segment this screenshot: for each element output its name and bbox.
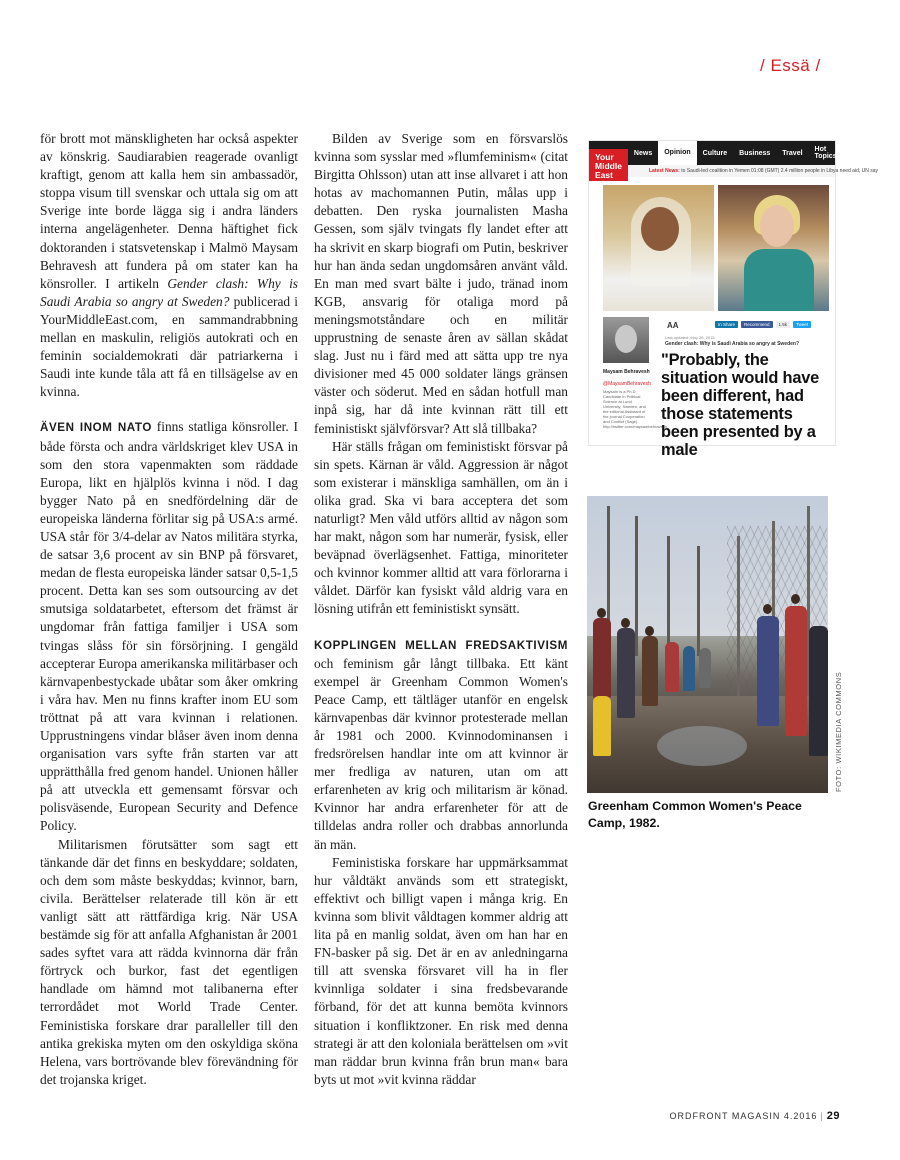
paragraph: Bilden av Sverige som en försvarslös kvinna som sysslar med »flumfeminism« (citat Birgitta Ohlsson) utan att inse allvaret i att hon hotas av machomannen Putin, målas upp i debatten. Den ryska journalisten Masha Gessen, som själv tvingats fly landet efter att ha skrivit en skarp biografi om Putin, beskriver hur han ända sedan ungdomsåren använt våld. En man med svart bälte i judo, tränad inom KGB, ansvarig för otaliga mord på meningsmotståndare och en militär upprustning de senaste åren av sällan skådat slag. Just nu i färd med att sätta upp tre nya divisioner med 45 000 soldater längs gränsen väster och söderut. Med en sådan hotfull man inpå sig, har då inte kvinnan rätt till ett feministiskt självförsvar? Att slå tillbaka? (314, 131, 568, 436)
paragraph: Militarismen förutsätter som sagt ett tänkande där det finns en beskyddare; soldaten, och dem som måste beskyddas; kvinnor, barn, civila. Berättelser relaterade till kön är ett vanligt sätt att rättfärdiga krig. När USA bestämde sig för att anfalla Afghanistan år 2001 sades syftet vara att rädda kvinnorna där från förtryck och burkor, fast det egentligen handlade om hämnd mot talibanerna efter terrordådet mot World Trade Center. Feministiska forskare drar paralleller till den antika grekiska myten om den oskyldiga sköna Helena, vars bortrövande blev förevändning för det trojanska kriget. (40, 836, 298, 1087)
website-screenshot (588, 140, 879, 459)
page-number: 29 (826, 1110, 840, 1122)
author-handle: @MaysamBehravesh (603, 381, 651, 387)
paragraph: Här ställs frågan om feministiskt försvar på sin spets. Kärnan är våld. Aggression är något som existerar i mänskliga samhällen, om än i olika grad. Ska vi bara acceptera det som naturligt? Men våld utförs alltid av någon som har makt, någon som har numerär, fysisk, eller beväpnad överlägsenhet. Fattiga, minoriteter och kvinnor kommer alltid att vara förlorarna i våldet. Därför kan fysiskt våld aldrig vara en lösning utifrån ett feministiskt synsätt. (314, 438, 568, 617)
tweet-button: Tweet (793, 321, 811, 328)
article-title-ref: Gender clash: Why is Saudi Arabia so angry at Sweden? (40, 275, 298, 309)
paragraph (314, 636, 568, 854)
nav-tab-opinion: Opinion (658, 141, 696, 165)
paragraph-text: finns statliga könsroller. I både första och andra världskriget klev USA in som den stora vapenmakten som räddade Europa, likt en hjälplös kvinna i nöd. I dag bygger Nato på en snedfördelning där de europeiska länderna förlitar sig på USA:s armé. USA står för 3/4-delar av Natos militära styrka, de satsar 3,6 procent av sin BNP på försvaret, medan de flesta europeiska länder satsar 0,5-1,5 procent. Detta kan ses som outsourcing av det smutsiga soldatarbetet, eftersom det främst är ungdomar från fattiga familjer i USA som tvingas slåss för sin försörjning. I gengäld accepterar Europa amerikanska militärbaser och kärnvapenbestyckade ubåtar som åker omkring i våra hav. Men nu finns krafter inom EU som tröttnat på att vara kvinnan i relationen. Upprustningens vindar blåser även inom denna organisation vars syfte från starten var att upprätthålla fred genom handel. Unionen håller på att utveckla ett gemensamt försvar och polisväsende, European Security and Defence Policy. (40, 419, 299, 834)
nav-tab-news: News (633, 149, 653, 157)
footer-separator: | (820, 1111, 824, 1121)
paragraph-text: och feminism går långt tillbaka. Ett känt exempel är Greenham Common Women's Peace Camp, ett tältläger utanför en engelsk kärnvapenbas där kvinnor protesterade mellan år 1981 och 2000. Kvinnodominansen i fredsrörelsen handlar inte om att kvinnor är mer fredliga av naturen, utan om att erfarenheten av krig och militarism är könad. Kvinnor har andra erfarenheter för att de tilldelas andra roller och drabbas annorlunda än män. (314, 655, 568, 852)
site-logo: Your Middle East (589, 149, 628, 181)
photo-swedish-minister (718, 185, 829, 311)
author-avatar (603, 317, 649, 363)
text-size-icon: AA (667, 321, 679, 330)
author-name: Maysam Behravesh (603, 369, 650, 375)
breaking-label: Latest News: (649, 168, 680, 174)
updated-date: Last updated: May 26, 2015 (665, 335, 715, 340)
lead-in: KOPPLINGEN MELLAN FREDSAKTIVISM (314, 638, 568, 652)
greenham-photo (587, 496, 828, 793)
paragraph (40, 418, 298, 835)
text-column-1 (40, 130, 298, 1089)
paragraph-text: för brott mot mänskligheten har också aspekter av könskrig. Saudiarabien reagerade ovanligt kraftigt, genom att kalla hem sin ambassadör, stoppa visum till svenskar och uttala sig om att Sverige inte borde lägga sig i andra länders interna angelägenheter. Denna häftighet fick doktoranden i statsvetenskap i Malmö Maysam Behravesh att fundera på om stater kan ha könsroller. I artikeln (40, 131, 298, 291)
photo-saudi-king (603, 185, 714, 311)
pull-quote: "Probably, the situation would have been different, had those statements been presented by a male (661, 351, 820, 459)
photo-credit: FOTO: WIKIMEDIA COMMONS (834, 671, 843, 792)
nav-tab-hot-topics: Hot Topics (814, 146, 837, 160)
facebook-recommend: Recommend (741, 321, 773, 328)
nav-tab-travel: Travel (782, 149, 803, 157)
linkedin-share: In Share (715, 321, 738, 328)
section-tag: / Essä / (760, 56, 821, 75)
nav-tab-business: Business (739, 149, 771, 157)
page-footer (620, 1110, 840, 1122)
article-kicker: Gender clash: Why is Saudi Arabia so angry at Sweden? (665, 341, 800, 347)
author-bio: Maysam is a Ph.D. Candidate in Political Science at Lund University, Sweden, and the editorial Assistant of the journal Cooperation and Conflict (Sage). http://twitter.com/maysambehravesh (603, 389, 668, 429)
paragraph-text: publicerad i YourMiddleEast.com, en sammandrabbning mellan en maskulin, religiös autokrati och en feminin socialdemokrati där patriarkerna i Saudi inte kunde tåla att få en tillsägelse av en kvinna. (40, 293, 298, 400)
text-column-2 (314, 130, 568, 1089)
breaking-text: to Saudi-led coalition in Yemen 01:08 (GMT) 2.4 million people in Libya need aid, UN say (681, 168, 879, 174)
paragraph (40, 130, 298, 401)
lead-in: ÄVEN INOM NATO (40, 421, 152, 435)
share-count: 1.5k (776, 321, 791, 328)
share-buttons (715, 321, 811, 328)
magazine-name: ORDFRONT MAGASIN 4.2016 (669, 1111, 818, 1121)
paragraph: Feministiska forskare har uppmärksammat hur våldtäkt används som ett strategiskt, effektivt och billigt vapen i många krig. En kvinna som blivit våldtagen kommer aldrig att lita på en manlig soldat, även om han har en FN-basker på sig. Det är en av anledningarna till att svenska försvaret vill ha in fler kvinnliga soldater i sina fredsbevarande förband, för det att kunna bemöta kvinnors situation i konfliktzoner. En risk med denna strategi är att den koloniala berättelsen om »vit man räddar brun kvinna från brun man« bara byts ut mot »vit kvinna räddar (314, 854, 568, 1087)
article-photos (603, 185, 829, 311)
nav-tab-culture: Culture (702, 149, 728, 157)
photo-caption: Greenham Common Women's Peace Camp, 1982. (588, 799, 802, 830)
